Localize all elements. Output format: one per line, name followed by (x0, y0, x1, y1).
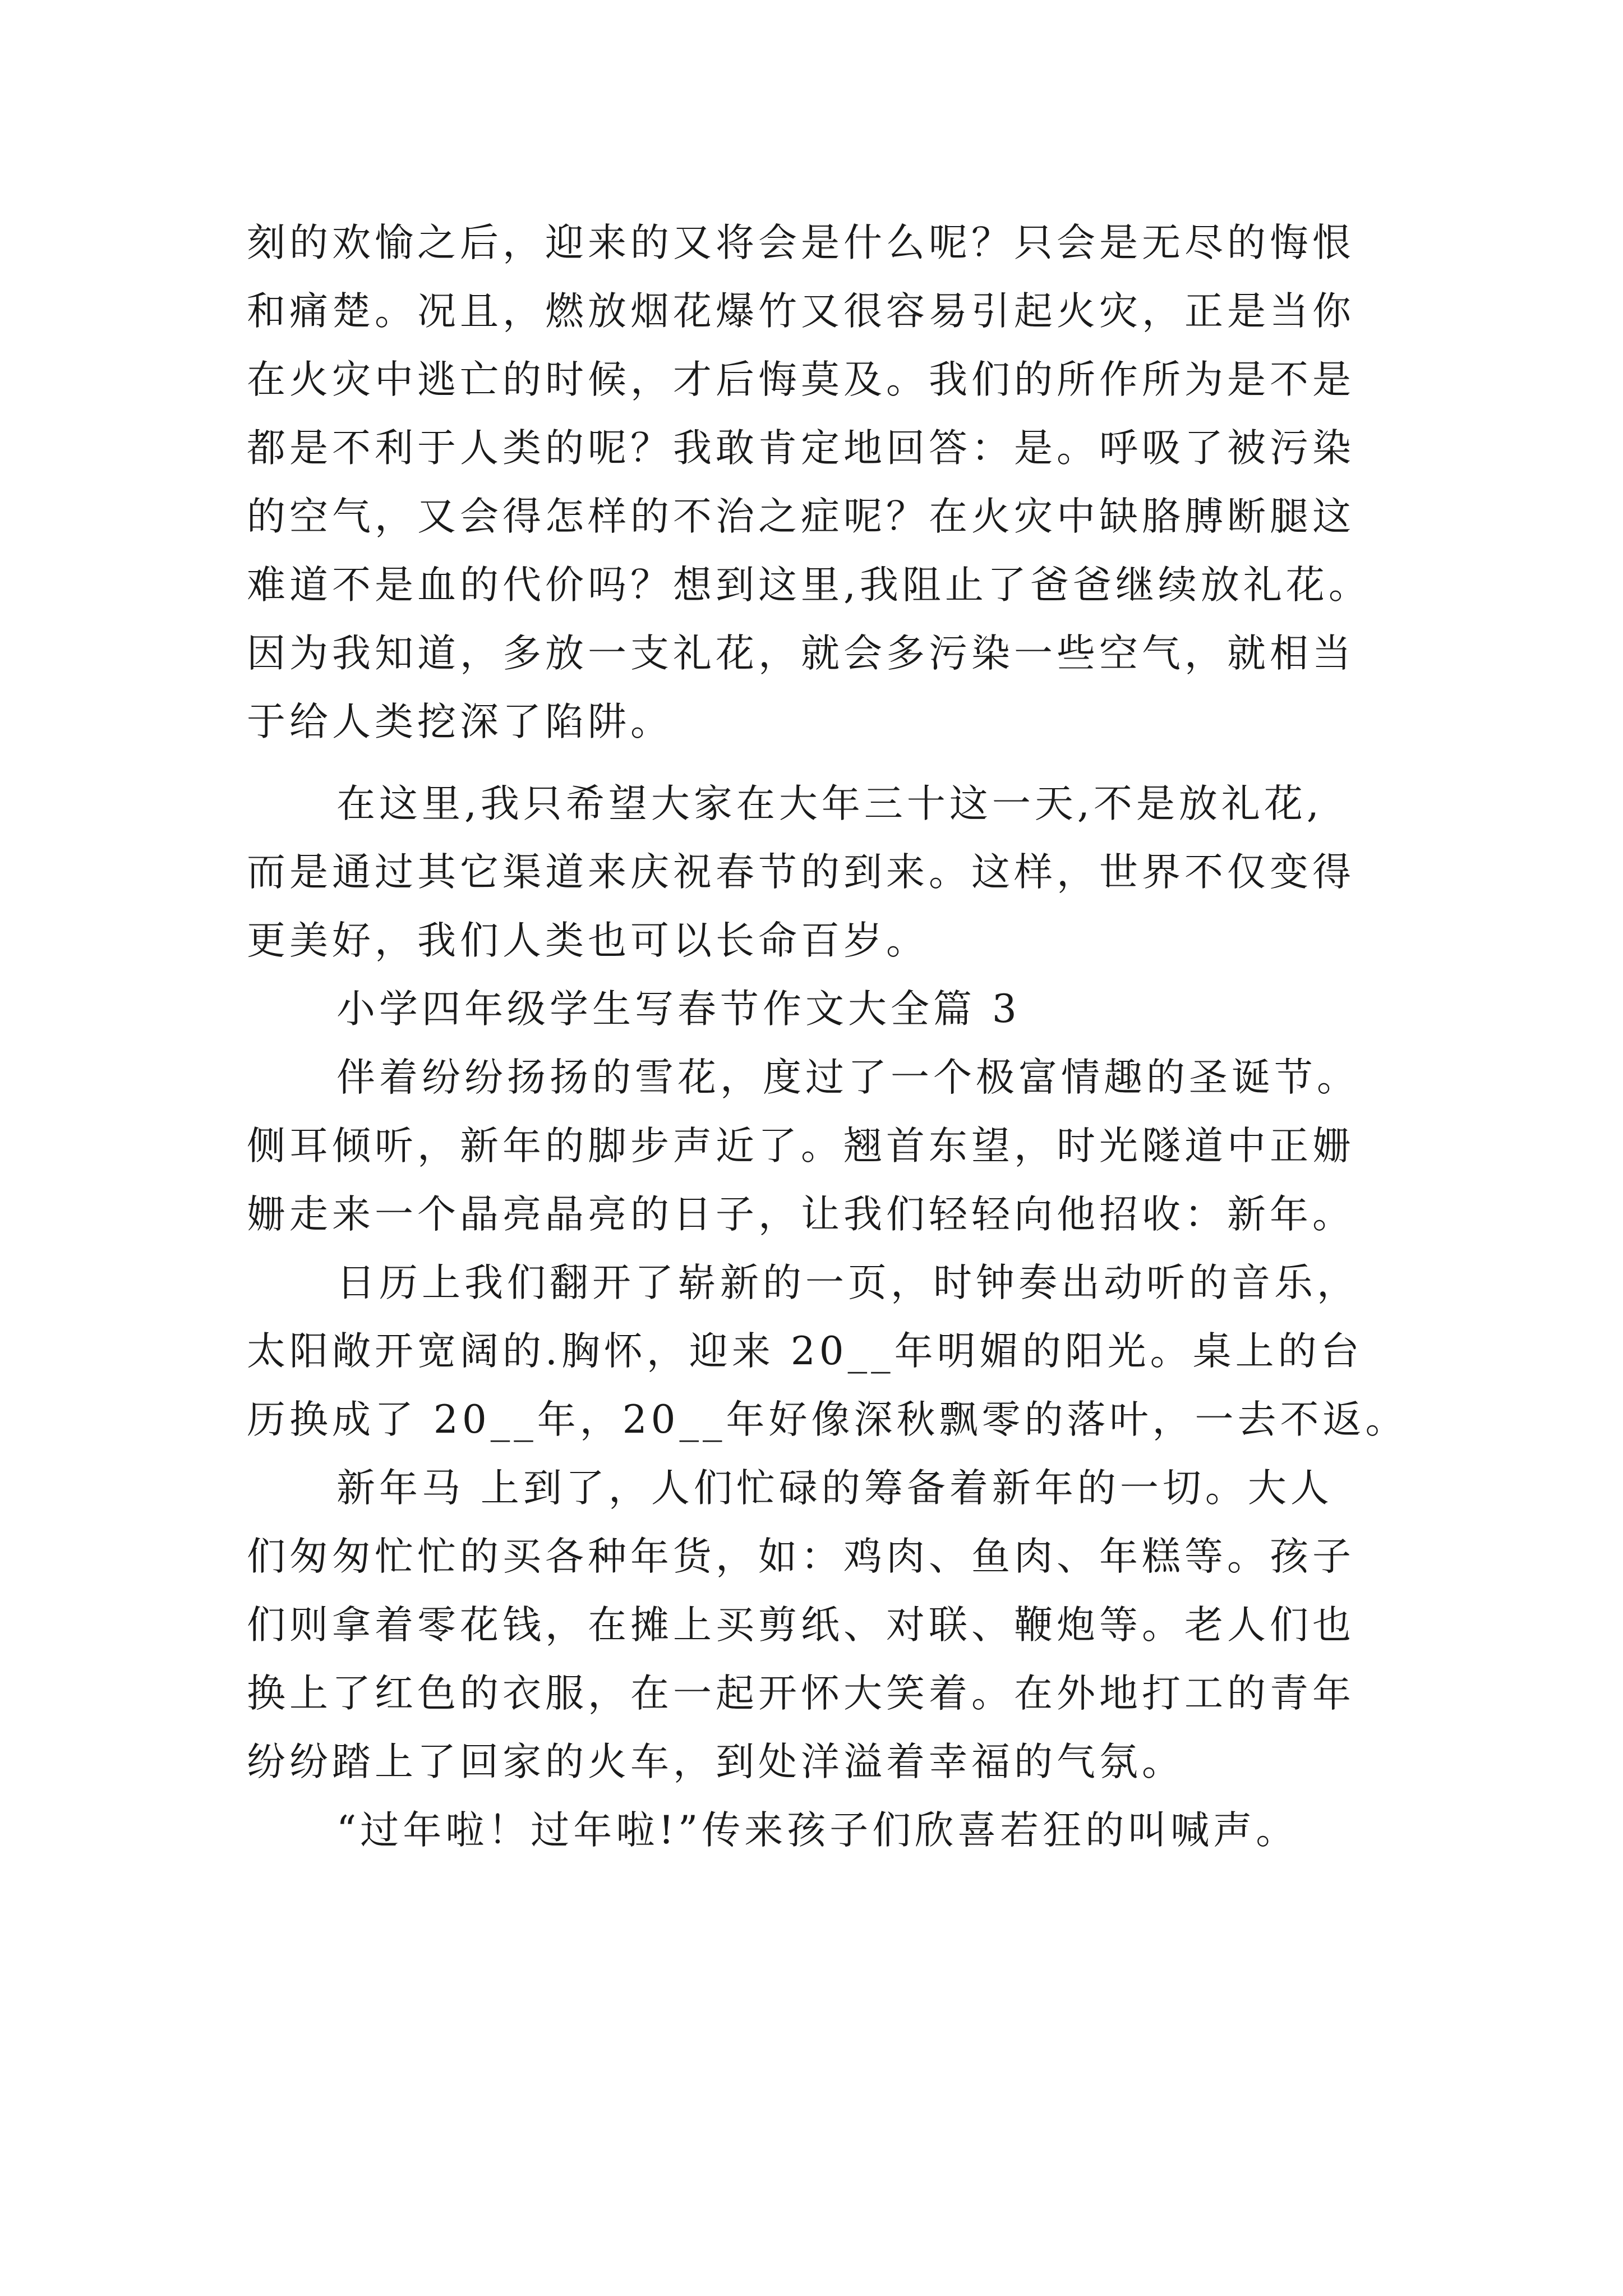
text-line: “过年啦！过年啦!”传来孩子们欣喜若狂的叫喊声。 (336, 1808, 1299, 1853)
text-line: 在这里,我只希望大家在大年三十这一天,不是放礼花, (336, 781, 1323, 826)
text-line: 侧耳倾听，新年的脚步声近了。翘首东望，时光隧道中正姗 (247, 1124, 1355, 1168)
text-line: 因为我知道，多放一支礼花，就会多污染一些空气，就相当 (247, 631, 1355, 676)
text-line: 历换成了 20__年，20__年好像深秋飘零的落叶，一去不返。 (247, 1397, 1408, 1442)
text-line: 姗走来一个晶亮晶亮的日子，让我们轻轻向他招收：新年。 (247, 1192, 1355, 1237)
text-line: 们匆匆忙忙的买各种年货，如：鸡肉、鱼肉、年糕等。孩子 (247, 1534, 1355, 1579)
text-line: 纷纷踏上了回家的火车，到处洋溢着幸福的气氛。 (247, 1740, 1184, 1784)
document-body (247, 209, 1408, 1865)
text-line: 更美好，我们人类也可以长命百岁。 (247, 918, 929, 963)
text-line: 们则拿着零花钱，在摊上买剪纸、对联、鞭炮等。老人们也 (247, 1603, 1355, 1648)
text-line: 刻的欢愉之后，迎来的又将会是什么呢？只会是无尽的悔恨 (247, 220, 1355, 265)
paragraph-gap (247, 756, 1391, 770)
text-line: 都是不利于人类的呢？我敢肯定地回答：是。呼吸了被污染 (247, 426, 1355, 471)
section-heading: 小学四年级学生写春节作文大全篇 3 (336, 987, 1021, 1032)
text-line: 在火灾中逃亡的时候，才后悔莫及。我们的所作所为是不是 (247, 357, 1355, 402)
text-line: 换上了红色的衣服，在一起开怀大笑着。在外地打工的青年 (247, 1671, 1355, 1716)
text-line: 而是通过其它渠道来庆祝春节的到来。这样，世界不仅变得 (247, 850, 1355, 895)
text-line: 的空气，又会得怎样的不治之症呢？在火灾中缺胳膊断腿这 (247, 494, 1355, 539)
text-line: 日历上我们翻开了崭新的一页，时钟奏出动听的音乐， (336, 1260, 1359, 1305)
text-line: 伴着纷纷扬扬的雪花，度过了一个极富情趣的圣诞节。 (336, 1055, 1359, 1100)
text-line: 难道不是血的代价吗？想到这里,我阻止了爸爸继续放礼花。 (247, 563, 1371, 608)
text-line: 和痛楚。况且，燃放烟花爆竹又很容易引起火灾，正是当你 (247, 289, 1355, 334)
text-line: 新年马 上到了，人们忙碌的筹备着新年的一切。大人 (336, 1466, 1333, 1511)
text-line: 于给人类挖深了陷阱。 (247, 700, 673, 744)
text-line: 太阳敞开宽阔的.胸怀，迎来 20__年明媚的阳光。桌上的台 (247, 1329, 1363, 1374)
